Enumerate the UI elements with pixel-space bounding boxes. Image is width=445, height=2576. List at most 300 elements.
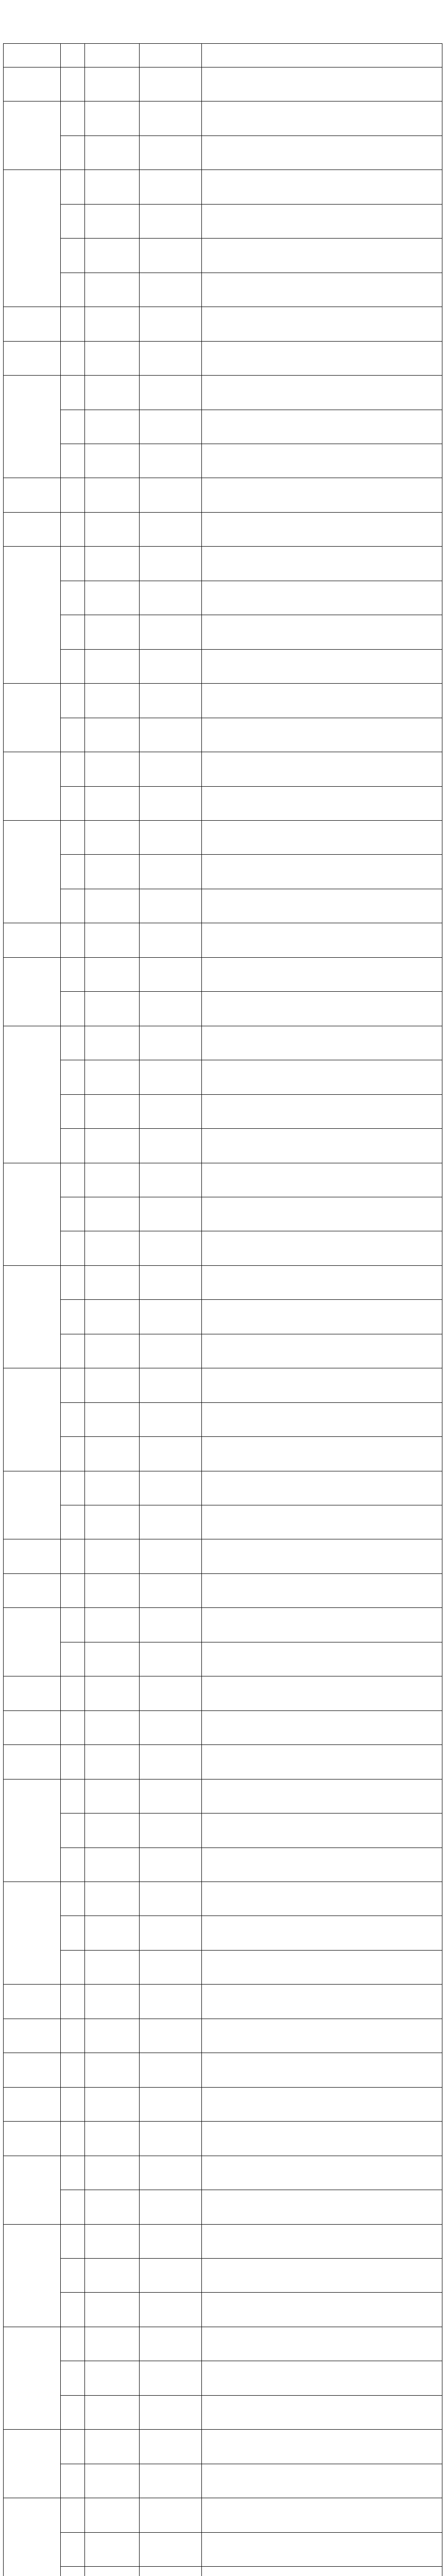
education-cell [140, 101, 202, 135]
position-cell [85, 2156, 140, 2190]
headcount-cell [61, 992, 85, 1026]
requirements-cell [202, 170, 442, 204]
education-cell [140, 2532, 202, 2566]
headcount-cell [61, 1745, 85, 1779]
requirements-cell [202, 718, 442, 752]
requirements-cell [202, 581, 442, 615]
education-cell [140, 615, 202, 649]
requirements-cell [202, 923, 442, 957]
table-row [4, 2498, 442, 2532]
requirements-cell [202, 649, 442, 683]
education-cell [140, 1505, 202, 1539]
department-cell [4, 478, 61, 512]
headcount-cell [61, 376, 85, 410]
education-cell [140, 1163, 202, 1197]
education-cell [140, 67, 202, 101]
department-cell [4, 2156, 61, 2224]
position-cell [85, 170, 140, 204]
headcount-cell [61, 2498, 85, 2532]
requirements-cell [202, 307, 442, 341]
position-cell [85, 376, 140, 410]
requirements-cell [202, 204, 442, 238]
education-cell [140, 1710, 202, 1744]
position-cell [85, 684, 140, 718]
table-row [4, 547, 442, 581]
table-row [4, 307, 442, 341]
position-cell [85, 1129, 140, 1163]
position-cell [85, 1950, 140, 1984]
department-cell [4, 1368, 61, 1471]
education-cell [140, 1676, 202, 1710]
department-cell [4, 307, 61, 341]
headcount-cell [61, 341, 85, 375]
headcount-cell [61, 1026, 85, 1060]
requirements-cell [202, 2019, 442, 2053]
headcount-cell [61, 1300, 85, 1334]
position-cell [85, 1882, 140, 1916]
table-body [4, 67, 442, 2576]
headcount-cell [61, 204, 85, 238]
position-cell [85, 2259, 140, 2293]
table-row [4, 1916, 442, 1950]
position-cell [85, 2567, 140, 2576]
requirements-cell [202, 786, 442, 820]
table-row [4, 1676, 442, 1710]
table-row [4, 67, 442, 101]
education-cell [140, 478, 202, 512]
education-cell [140, 855, 202, 889]
headcount-cell [61, 101, 85, 135]
position-cell [85, 1985, 140, 2019]
headcount-cell [61, 718, 85, 752]
department-cell [4, 2019, 61, 2053]
table-row [4, 376, 442, 410]
department-cell [4, 1676, 61, 1710]
position-cell [85, 410, 140, 444]
position-cell [85, 1642, 140, 1676]
education-cell [140, 239, 202, 273]
table-row [4, 2122, 442, 2156]
education-cell [140, 376, 202, 410]
education-cell [140, 1985, 202, 2019]
requirements-cell [202, 1710, 442, 1744]
requirements-cell [202, 1573, 442, 1607]
table-row [4, 1745, 442, 1779]
table-row [4, 410, 442, 444]
requirements-cell [202, 1197, 442, 1231]
position-cell [85, 1402, 140, 1436]
header-education [140, 44, 202, 67]
department-cell [4, 2224, 61, 2327]
requirements-cell [202, 2259, 442, 2293]
table-row [4, 2293, 442, 2327]
education-cell [140, 2087, 202, 2121]
table-row [4, 1950, 442, 1984]
education-cell [140, 170, 202, 204]
table-row [4, 2087, 442, 2121]
table-row [4, 2019, 442, 2053]
requirements-cell [202, 1163, 442, 1197]
requirements-cell [202, 2087, 442, 2121]
headcount-cell [61, 2430, 85, 2464]
header-headcount [61, 44, 85, 67]
department-cell [4, 1573, 61, 1607]
department-cell [4, 170, 61, 307]
requirements-cell [202, 2395, 442, 2429]
table-row [4, 2430, 442, 2464]
requirements-cell [202, 2361, 442, 2395]
table-row [4, 1437, 442, 1471]
education-cell [140, 889, 202, 923]
headcount-cell [61, 1163, 85, 1197]
department-cell [4, 1471, 61, 1539]
requirements-cell [202, 273, 442, 307]
table-row [4, 1094, 442, 1128]
table-row [4, 2224, 442, 2258]
table-row [4, 957, 442, 991]
requirements-cell [202, 1129, 442, 1163]
headcount-cell [61, 307, 85, 341]
headcount-cell [61, 444, 85, 478]
requirements-cell [202, 1505, 442, 1539]
education-cell [140, 1471, 202, 1505]
position-cell [85, 444, 140, 478]
requirements-cell [202, 1779, 442, 1813]
position-cell [85, 1745, 140, 1779]
department-cell [4, 684, 61, 752]
table-row [4, 1642, 442, 1676]
position-cell [85, 2498, 140, 2532]
headcount-cell [61, 1437, 85, 1471]
headcount-cell [61, 135, 85, 170]
headcount-cell [61, 1197, 85, 1231]
headcount-cell [61, 1676, 85, 1710]
position-cell [85, 547, 140, 581]
requirements-cell [202, 1026, 442, 1060]
table-row [4, 2053, 442, 2087]
table-row [4, 581, 442, 615]
education-cell [140, 1950, 202, 1984]
headcount-cell [61, 478, 85, 512]
position-cell [85, 341, 140, 375]
table-row [4, 444, 442, 478]
department-cell [4, 1985, 61, 2019]
headcount-cell [61, 2259, 85, 2293]
position-cell [85, 1779, 140, 1813]
headcount-cell [61, 273, 85, 307]
table-row [4, 2567, 442, 2576]
table-row [4, 1334, 442, 1368]
requirements-cell [202, 135, 442, 170]
position-cell [85, 1094, 140, 1128]
table-row [4, 1882, 442, 1916]
requirements-cell [202, 1402, 442, 1436]
requirements-cell [202, 2567, 442, 2576]
recruitment-table-wrapper [3, 43, 442, 2576]
headcount-cell [61, 1505, 85, 1539]
education-cell [140, 820, 202, 854]
headcount-cell [61, 170, 85, 204]
table-row [4, 786, 442, 820]
headcount-cell [61, 2087, 85, 2121]
position-cell [85, 2190, 140, 2224]
table-row [4, 2532, 442, 2566]
table-row [4, 1265, 442, 1299]
requirements-cell [202, 1368, 442, 1402]
education-cell [140, 2498, 202, 2532]
education-cell [140, 1402, 202, 1436]
requirements-cell [202, 1882, 442, 1916]
table-row [4, 649, 442, 683]
position-cell [85, 204, 140, 238]
table-row [4, 752, 442, 786]
page-title [0, 0, 445, 43]
table-row [4, 1471, 442, 1505]
education-cell [140, 1814, 202, 1848]
education-cell [140, 1539, 202, 1573]
requirements-cell [202, 547, 442, 581]
education-cell [140, 2430, 202, 2464]
position-cell [85, 2327, 140, 2361]
requirements-cell [202, 1676, 442, 1710]
requirements-cell [202, 444, 442, 478]
department-cell [4, 923, 61, 957]
requirements-cell [202, 2464, 442, 2498]
headcount-cell [61, 1710, 85, 1744]
position-cell [85, 1505, 140, 1539]
position-cell [85, 2122, 140, 2156]
headcount-cell [61, 2464, 85, 2498]
table-row [4, 718, 442, 752]
table-row [4, 1710, 442, 1744]
table-row [4, 239, 442, 273]
education-cell [140, 923, 202, 957]
department-cell [4, 101, 61, 170]
table-row [4, 101, 442, 135]
position-cell [85, 1916, 140, 1950]
education-cell [140, 718, 202, 752]
headcount-cell [61, 1539, 85, 1573]
headcount-cell [61, 855, 85, 889]
headcount-cell [61, 684, 85, 718]
table-row [4, 1060, 442, 1094]
requirements-cell [202, 2498, 442, 2532]
table-row [4, 1368, 442, 1402]
table-row [4, 923, 442, 957]
position-cell [85, 2293, 140, 2327]
requirements-cell [202, 820, 442, 854]
headcount-cell [61, 1985, 85, 2019]
headcount-cell [61, 2019, 85, 2053]
table-row [4, 1505, 442, 1539]
requirements-cell [202, 957, 442, 991]
table-row [4, 2327, 442, 2361]
department-cell [4, 957, 61, 1026]
headcount-cell [61, 410, 85, 444]
position-cell [85, 718, 140, 752]
education-cell [140, 786, 202, 820]
requirements-cell [202, 615, 442, 649]
headcount-cell [61, 581, 85, 615]
education-cell [140, 2224, 202, 2258]
education-cell [140, 1026, 202, 1060]
table-row [4, 820, 442, 854]
headcount-cell [61, 1814, 85, 1848]
position-cell [85, 2361, 140, 2395]
requirements-cell [202, 1848, 442, 1882]
education-cell [140, 341, 202, 375]
department-cell [4, 752, 61, 821]
education-cell [140, 1265, 202, 1299]
table-row [4, 512, 442, 546]
education-cell [140, 2019, 202, 2053]
headcount-cell [61, 1950, 85, 1984]
education-cell [140, 2053, 202, 2087]
table-row [4, 889, 442, 923]
headcount-cell [61, 1129, 85, 1163]
table-row [4, 2259, 442, 2293]
position-cell [85, 1060, 140, 1094]
headcount-cell [61, 2532, 85, 2566]
requirements-cell [202, 1265, 442, 1299]
requirements-cell [202, 410, 442, 444]
education-cell [140, 2395, 202, 2429]
position-cell [85, 2532, 140, 2566]
headcount-cell [61, 1334, 85, 1368]
department-cell [4, 2498, 61, 2576]
headcount-cell [61, 512, 85, 546]
education-cell [140, 2327, 202, 2361]
headcount-cell [61, 1573, 85, 1607]
education-cell [140, 1882, 202, 1916]
table-row [4, 1300, 442, 1334]
requirements-cell [202, 478, 442, 512]
education-cell [140, 957, 202, 991]
education-cell [140, 992, 202, 1026]
headcount-cell [61, 2567, 85, 2576]
education-cell [140, 581, 202, 615]
table-row [4, 478, 442, 512]
position-cell [85, 307, 140, 341]
position-cell [85, 957, 140, 991]
department-cell [4, 1710, 61, 1744]
header-department [4, 44, 61, 67]
table-row [4, 855, 442, 889]
requirements-cell [202, 2190, 442, 2224]
education-cell [140, 1779, 202, 1813]
headcount-cell [61, 615, 85, 649]
education-cell [140, 1300, 202, 1334]
requirements-cell [202, 2327, 442, 2361]
table-row [4, 2395, 442, 2429]
requirements-cell [202, 1334, 442, 1368]
position-cell [85, 615, 140, 649]
education-cell [140, 2464, 202, 2498]
department-cell [4, 67, 61, 101]
requirements-cell [202, 1745, 442, 1779]
requirements-cell [202, 2293, 442, 2327]
position-cell [85, 67, 140, 101]
requirements-cell [202, 101, 442, 135]
position-cell [85, 1368, 140, 1402]
headcount-cell [61, 889, 85, 923]
requirements-cell [202, 2053, 442, 2087]
requirements-cell [202, 2532, 442, 2566]
table-row [4, 992, 442, 1026]
requirements-cell [202, 684, 442, 718]
table-row [4, 2464, 442, 2498]
education-cell [140, 2190, 202, 2224]
position-cell [85, 2430, 140, 2464]
education-cell [140, 2567, 202, 2576]
table-row [4, 1197, 442, 1231]
department-cell [4, 2053, 61, 2087]
requirements-cell [202, 1437, 442, 1471]
table-row [4, 1129, 442, 1163]
education-cell [140, 1573, 202, 1607]
headcount-cell [61, 1060, 85, 1094]
requirements-cell [202, 889, 442, 923]
education-cell [140, 547, 202, 581]
requirements-cell [202, 512, 442, 546]
position-cell [85, 889, 140, 923]
education-cell [140, 1060, 202, 1094]
position-cell [85, 923, 140, 957]
position-cell [85, 649, 140, 683]
department-cell [4, 376, 61, 478]
department-cell [4, 512, 61, 546]
requirements-cell [202, 2156, 442, 2190]
requirements-cell [202, 239, 442, 273]
recruitment-plan-table [3, 43, 442, 2576]
education-cell [140, 684, 202, 718]
headcount-cell [61, 2190, 85, 2224]
requirements-cell [202, 67, 442, 101]
requirements-cell [202, 2122, 442, 2156]
education-cell [140, 1231, 202, 1265]
table-row [4, 135, 442, 170]
education-cell [140, 2259, 202, 2293]
headcount-cell [61, 547, 85, 581]
position-cell [85, 135, 140, 170]
position-cell [85, 2053, 140, 2087]
table-row [4, 2156, 442, 2190]
headcount-cell [61, 786, 85, 820]
table-row [4, 684, 442, 718]
position-cell [85, 1814, 140, 1848]
education-cell [140, 752, 202, 786]
headcount-cell [61, 923, 85, 957]
department-cell [4, 2327, 61, 2429]
table-row [4, 1573, 442, 1607]
department-cell [4, 2087, 61, 2121]
headcount-cell [61, 1848, 85, 1882]
table-row [4, 2190, 442, 2224]
department-cell [4, 2430, 61, 2498]
education-cell [140, 307, 202, 341]
headcount-cell [61, 1471, 85, 1505]
education-cell [140, 1608, 202, 1642]
headcount-cell [61, 1368, 85, 1402]
table-row [4, 1402, 442, 1436]
header-requirements [202, 44, 442, 67]
education-cell [140, 1334, 202, 1368]
requirements-cell [202, 1060, 442, 1094]
headcount-cell [61, 2122, 85, 2156]
education-cell [140, 273, 202, 307]
requirements-cell [202, 1642, 442, 1676]
position-cell [85, 2087, 140, 2121]
